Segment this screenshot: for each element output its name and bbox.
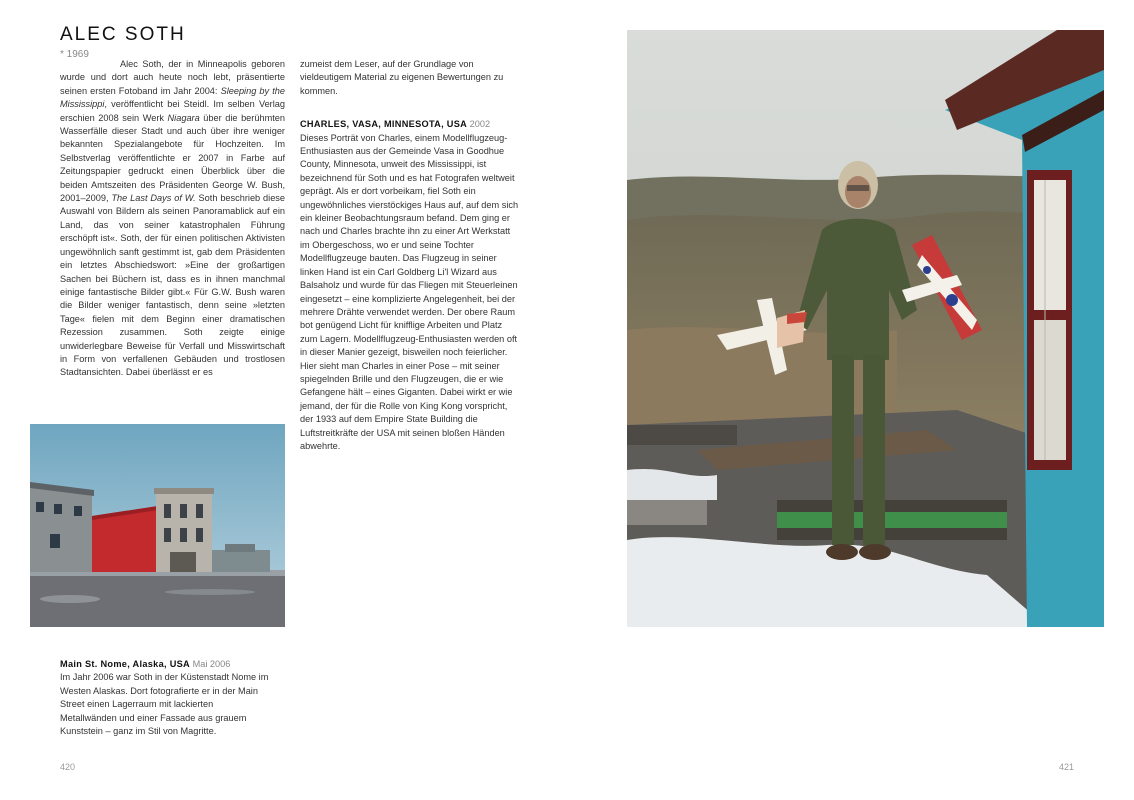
- col1-text-3: über die berühmten Wasserfälle dieser Stadt und auch über ihre weniger bekannten Spezialangebote für Hochzeiten. Im Selbstverlag veröffentlichte er 2007 in Farbe auf Zeitungspapier gedruckt einen Überblick über die beiden Amtszeiten des Präsidenten George W. Bush, 2001–2009,: [60, 112, 285, 204]
- book-title-last-days: The Last Days of W.: [111, 193, 196, 204]
- caption-date: Mai 2006: [192, 659, 231, 669]
- book-title-niagara: Niagara: [167, 112, 200, 123]
- col2-continuation: zumeist dem Leser, auf der Grundlage von vieldeutigem Material zu eigenen Bewertungen zu kommen.: [300, 59, 504, 96]
- col1-text-4: Soth beschrieb diese Auswahl von Bildern als seinen Panoramablick auf ein Land, das von seiner katastrophalen Führung erschöpft ist«. Soth, der für einen politischen Aktivisten ungewöhnlich sanft gestimmt ist, gab dem Präsidenten ein letztes Abschiedswort: »Eine der großartigen Sachen bei Büchern ist, dass es in ihnen manchmal einige fantastische Bilder gibt.« Für G.W. Bush waren die Bilder weniger fantastisch, denn seine »letzten Tage« fielen mit dem Beginn einer dramatischen Rezession zusammen. Soth zeigte einige unwiderlegbare Beweise für Verfall und Misswirtschaft in Form von verfallenen Gebäuden und trostlosen Stadtansichten. Dabei überlässt er es: [60, 193, 286, 378]
- col1-text-2: , veröffentlicht bei Steidl. Im selben Verlag erschien 2008 sein Werk: [60, 99, 285, 123]
- birth-year: * 1969: [60, 49, 89, 60]
- artwork-title: CHARLES, VASA, MINNESOTA, USA: [300, 119, 468, 130]
- nome-photo: [30, 424, 285, 627]
- book-title-sleeping: Sleeping by the Mississippi: [60, 85, 285, 110]
- page-title: ALEC SOTH: [60, 24, 186, 45]
- body-column-1: [60, 58, 285, 380]
- page-number-left: 420: [60, 762, 76, 772]
- caption-body: Im Jahr 2006 war Soth in der Küstenstadt Nome im Westen Alaskas. Dort fotografierte er in der Main Street einen Lagerraum mit lackierten Metallwänden und einer Fassade aus grauem Kunststein – ganz im Stil von Magritte.: [60, 672, 269, 737]
- col1-text-1: Alec Soth, der in Minneapolis geboren wurde und dort auch heute noch lebt, präsentierte seinen ersten Fotoband im Jahr 2004:: [60, 59, 285, 96]
- artwork-description: Dieses Porträt von Charles, einem Modellflugzeug-Enthusiasten aus der Gemeinde Vasa in Goodhue County, Minnesota, unweit des Mississippi, ist bezeichnend für Soth und es hat Fotografen weltweit geprägt. Als er dort vorbeikam, fiel Soth ein ungewöhnliches vierstöckiges Haus auf, auf dem sich ein kleiner Beobachtungsraum befand. Dem ging er nach und Charles brachte ihn zu einer Art Werkstatt im Obergeschoss, wo er und seine Tochter Modellflugzeuge bauten. Das Flugzeug in seiner linken Hand ist ein Carl Goldberg Li'l Wizard aus Balsaholz und wurde für das Fliegen mit Steuerleinen eingesetzt – eine komplizierte Angelegenheit, bei der mehrere Drähte verwendet werden. Der obere Raum bot genügend Licht für knifflige Arbeiten und Platz zum Lagern. Modellflugzeug-Enthusiasten werden oft in dieser Manier gezeigt, bisweilen noch feierlicher. Hier sieht man Charles in einer Pose – mit seiner spiegelnden Brille und den Flugzeugen, die er wie Gefangene hält – eines Giganten. Dabei wirkt er wie jemand, der für die Rolle von King Kong vorspricht, der 1933 auf dem Empire State Building die Luftstreitkräfte der USA mit seinen bloßen Händen abwehrte.: [300, 132, 519, 451]
- right-page: [567, 0, 1134, 800]
- artwork-year: 2002: [469, 119, 491, 130]
- photo-caption: [60, 658, 270, 738]
- page-number-right: 421: [1058, 762, 1074, 772]
- charles-portrait-photo: [627, 30, 1104, 627]
- caption-title: Main St. Nome, Alaska, USA: [60, 659, 190, 669]
- body-column-2: [300, 58, 520, 453]
